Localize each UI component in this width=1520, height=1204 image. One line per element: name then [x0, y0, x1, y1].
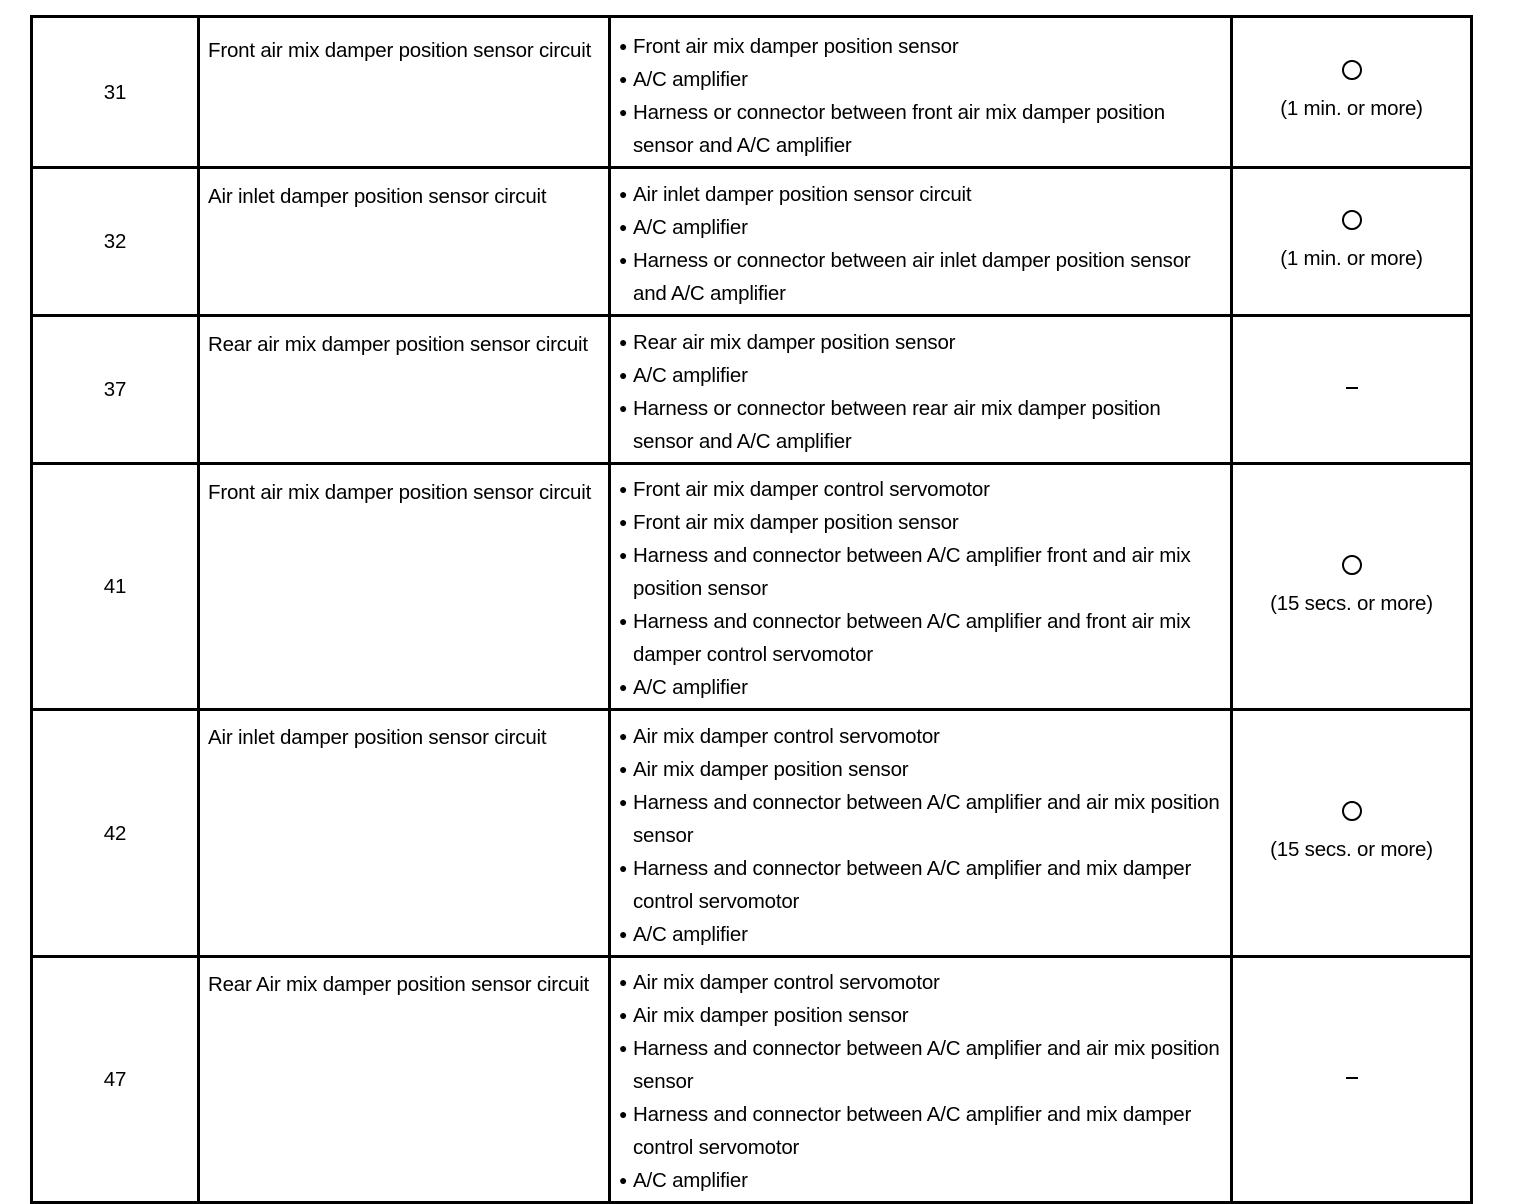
code-cell: [32, 168, 199, 316]
cause-text: Front air mix damper position sensor: [633, 35, 959, 58]
list-item: [619, 1164, 1224, 1197]
bullet-icon: ●: [619, 400, 628, 416]
cause-list: [611, 711, 1230, 955]
cause-text: Harness and connector between A/C amplifier and front air mix damper control servomotor: [633, 610, 1191, 666]
cause-text: Harness or connector between rear air mix damper position sensor and A/C amplifier: [633, 397, 1161, 453]
cause-text: Harness or connector between air inlet damper position sensor and A/C amplifier: [633, 249, 1191, 305]
code-cell: [32, 17, 199, 168]
dash-icon: [1346, 387, 1358, 389]
cause-text: Harness and connector between A/C amplifier front and air mix position sensor: [633, 544, 1191, 600]
list-item: [619, 852, 1224, 918]
bullet-icon: ●: [619, 71, 628, 87]
bullet-icon: ●: [619, 761, 628, 777]
item-cell: [199, 168, 610, 316]
cause-cell: [610, 710, 1232, 957]
bullet-icon: ●: [619, 1106, 628, 1122]
cause-text: Harness and connector between A/C amplifier and air mix position sensor: [633, 791, 1220, 847]
code-number: 31: [103, 80, 127, 104]
bullet-icon: ●: [619, 974, 628, 990]
list-item: [619, 326, 1224, 359]
cause-text: Air inlet damper position sensor circuit: [633, 183, 972, 206]
cause-text: A/C amplifier: [633, 216, 748, 239]
bullet-icon: ●: [619, 104, 628, 120]
bullet-icon: ●: [619, 679, 628, 695]
cause-text: Air mix damper position sensor: [633, 758, 909, 781]
list-item: [619, 539, 1224, 605]
code-number: 32: [103, 230, 127, 253]
memory-note: (1 min. or more): [1280, 246, 1423, 270]
cause-cell: [610, 316, 1232, 464]
table-row: [32, 168, 1472, 316]
table-row: [32, 710, 1472, 957]
cause-text: A/C amplifier: [633, 923, 748, 946]
list-item: [619, 720, 1224, 753]
table-row: [32, 316, 1472, 464]
circle-icon: [1342, 210, 1362, 230]
code-number: 47: [103, 1068, 127, 1091]
table-row: [32, 957, 1472, 1203]
bullet-icon: ●: [619, 1007, 628, 1023]
code-cell: [32, 316, 199, 464]
code-cell: [32, 464, 199, 710]
bullet-icon: ●: [619, 481, 628, 497]
list-item: [619, 671, 1224, 704]
list-item: [619, 178, 1224, 211]
cause-text: Front air mix damper control servomotor: [633, 478, 990, 501]
memory-cell: [1232, 168, 1472, 316]
bullet-icon: ●: [619, 547, 628, 563]
diagnostic-item: Air inlet damper position sensor circuit: [208, 185, 547, 208]
cause-list: [611, 169, 1230, 314]
circle-icon: [1342, 801, 1362, 821]
cause-text: Harness or connector between front air mix damper position sensor and A/C amplifier: [633, 101, 1165, 157]
list-item: [619, 96, 1224, 162]
dash-icon: [1346, 1077, 1358, 1079]
list-item: [619, 244, 1224, 310]
cause-text: A/C amplifier: [633, 364, 748, 387]
list-item: [619, 753, 1224, 786]
bullet-icon: ●: [619, 514, 628, 530]
list-item: [619, 63, 1224, 96]
cause-text: Air mix damper control servomotor: [633, 971, 940, 994]
list-item: [619, 30, 1224, 63]
cause-cell: [610, 464, 1232, 710]
list-item: [619, 506, 1224, 539]
cause-cell: [610, 17, 1232, 168]
table-body: [32, 17, 1472, 1203]
cause-text: Air mix damper control servomotor: [633, 725, 940, 748]
cause-text: A/C amplifier: [633, 68, 748, 91]
list-item: [619, 359, 1224, 392]
list-item: [619, 999, 1224, 1032]
cause-text: Harness and connector between A/C amplifier and mix damper control servomotor: [633, 857, 1192, 913]
memory-note: (15 secs. or more): [1270, 591, 1433, 615]
item-cell: [199, 17, 610, 168]
cause-list: [611, 958, 1230, 1201]
code-number: 41: [103, 575, 127, 598]
bullet-icon: ●: [619, 613, 628, 629]
bullet-icon: ●: [619, 219, 628, 235]
bullet-icon: ●: [619, 367, 628, 383]
circle-icon: [1342, 60, 1362, 80]
list-item: [619, 605, 1224, 671]
list-item: [619, 918, 1224, 951]
bullet-icon: ●: [619, 38, 628, 54]
bullet-icon: ●: [619, 926, 628, 942]
cause-cell: [610, 168, 1232, 316]
bullet-icon: ●: [619, 252, 628, 268]
list-item: [619, 473, 1224, 506]
memory-cell: [1232, 464, 1472, 710]
diagnostic-item: Rear air mix damper position sensor circuit: [208, 333, 588, 356]
code-number: 42: [103, 821, 127, 845]
bullet-icon: ●: [619, 728, 628, 744]
cause-list: [611, 18, 1230, 166]
memory-note: (15 secs. or more): [1270, 838, 1433, 861]
cause-text: Harness and connector between A/C amplifier and air mix position sensor: [633, 1037, 1220, 1093]
bullet-icon: ●: [619, 794, 628, 810]
code-cell: [32, 710, 199, 957]
table-row: [32, 464, 1472, 710]
diagnostic-item: Front air mix damper position sensor circuit: [208, 39, 592, 62]
cause-text: A/C amplifier: [633, 1169, 748, 1192]
item-cell: [199, 316, 610, 464]
item-cell: [199, 710, 610, 957]
diagnostic-item: Front air mix damper position sensor circuit: [208, 481, 592, 504]
cause-list: [611, 317, 1230, 462]
cause-text: Front air mix damper position sensor: [633, 511, 959, 534]
diagnostic-item: Rear Air mix damper position sensor circuit: [208, 973, 590, 996]
cause-text: A/C amplifier: [633, 676, 748, 699]
bullet-icon: ●: [619, 860, 628, 876]
list-item: [619, 1098, 1224, 1164]
cause-list: [611, 465, 1230, 708]
code-cell: [32, 957, 199, 1203]
memory-cell: [1232, 316, 1472, 464]
memory-cell: [1232, 710, 1472, 957]
circle-icon: [1342, 555, 1362, 575]
diagnostic-code-table: [30, 15, 1473, 1204]
memory-cell: [1232, 17, 1472, 168]
list-item: [619, 1032, 1224, 1098]
diagnostic-item: Air inlet damper position sensor circuit: [208, 726, 547, 749]
table-row: [32, 17, 1472, 168]
item-cell: [199, 957, 610, 1203]
cause-cell: [610, 957, 1232, 1203]
bullet-icon: ●: [619, 334, 628, 350]
memory-cell: [1232, 957, 1472, 1203]
list-item: [619, 966, 1224, 999]
memory-note: (1 min. or more): [1280, 97, 1423, 120]
code-number: 37: [103, 378, 127, 401]
list-item: [619, 392, 1224, 458]
list-item: [619, 786, 1224, 852]
cause-text: Rear air mix damper position sensor: [633, 331, 956, 354]
bullet-icon: ●: [619, 186, 628, 202]
cause-text: Air mix damper position sensor: [633, 1004, 909, 1027]
bullet-icon: ●: [619, 1040, 628, 1056]
bullet-icon: ●: [619, 1172, 628, 1188]
cause-text: Harness and connector between A/C amplifier and mix damper control servomotor: [633, 1103, 1192, 1159]
item-cell: [199, 464, 610, 710]
list-item: [619, 211, 1224, 244]
